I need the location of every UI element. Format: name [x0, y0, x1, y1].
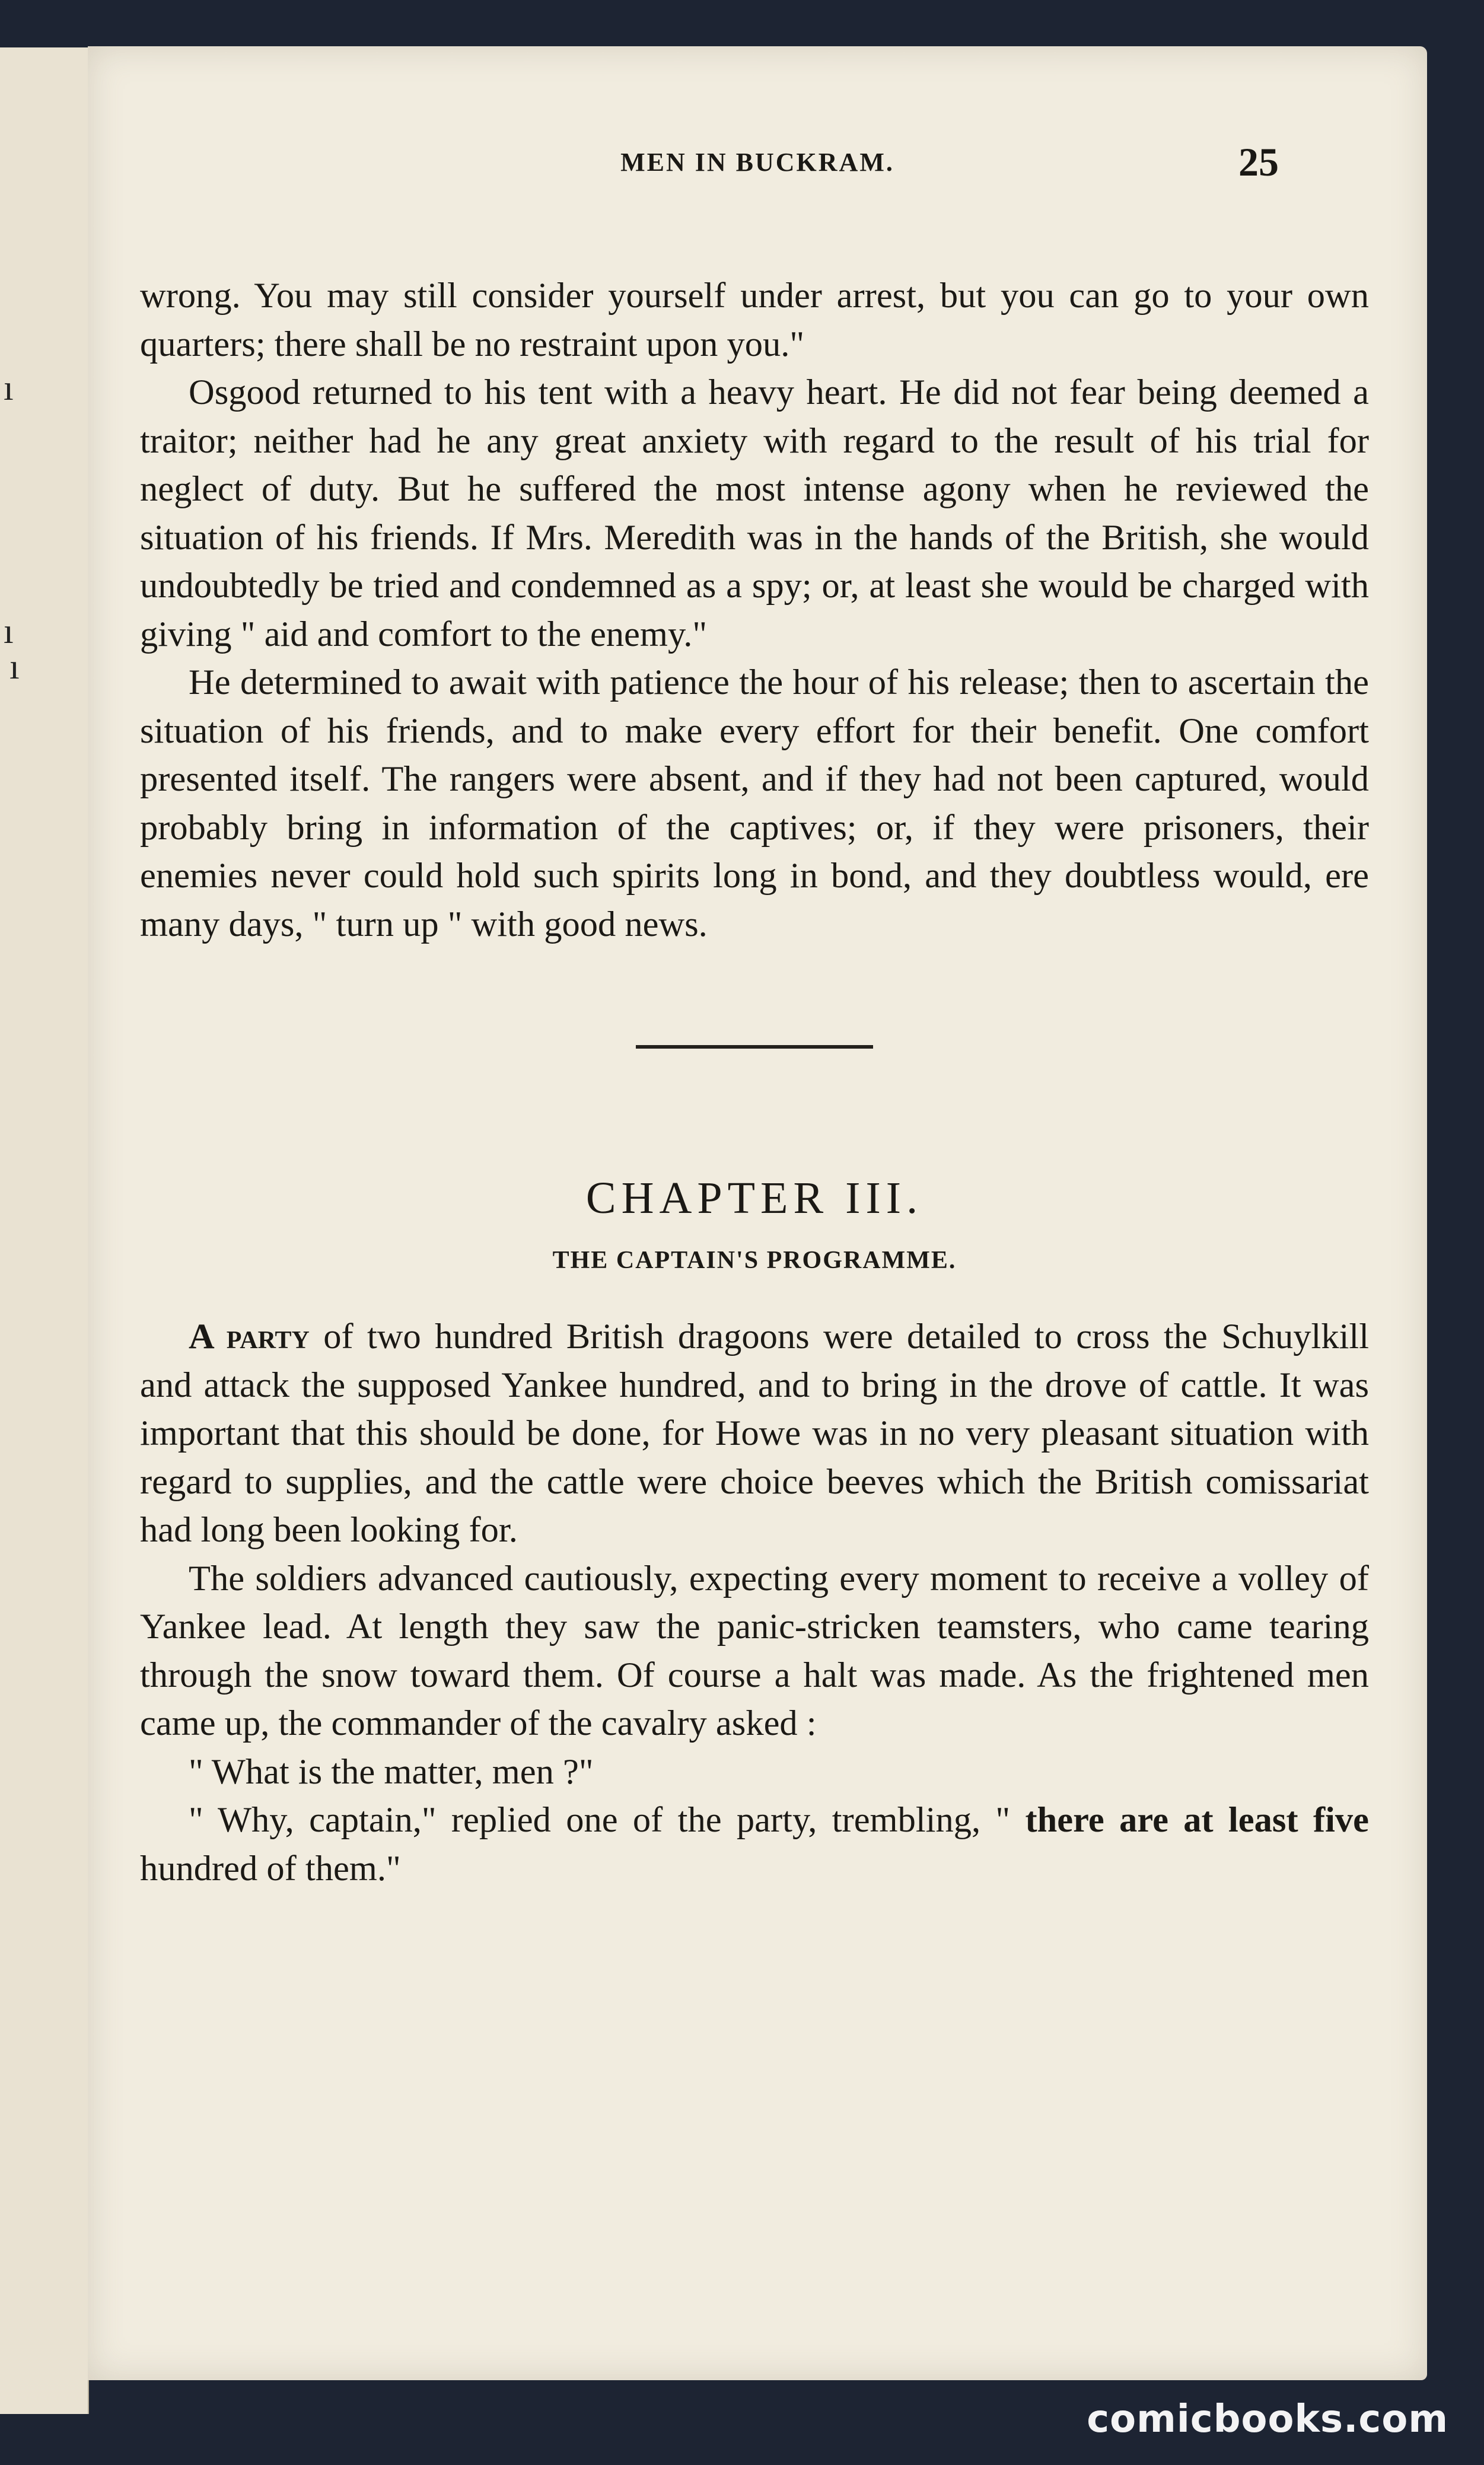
- chapter-title: CHAPTER III.: [585, 1173, 923, 1223]
- facing-page-fragment: ı: [4, 612, 14, 651]
- page-number: 25: [1238, 139, 1279, 184]
- section-divider: [636, 1045, 873, 1049]
- paragraph-soldiers-advanced: The soldiers advanced cautiously, expecting every moment to receive a volley of Yankee lead. At length they saw the panic-stricken teamsters, who came tearing through the snow toward them. Of course a halt was made. As the frightened men came up, the commander of the cavalry asked :: [140, 1558, 1369, 1743]
- watermark: comicbooks.com: [1087, 2397, 1448, 2441]
- paragraph-text: of two hundred British dragoons were detailed to cross the Schuylkill and attack the supposed Yankee hundred, and to bring in the drove of cattle. It was important that this should be done, for Howe was in no very pleasant situation with regard to supplies, and the cattle were choice beeves which the British comissariat had long been looking for.: [140, 1317, 1370, 1550]
- paragraph-a-party: [140, 1313, 1369, 1555]
- dialogue-text-end: hundred of them.": [140, 1848, 401, 1888]
- facing-page-fragment: ı: [9, 647, 20, 686]
- chapter-body: [140, 1313, 1369, 1893]
- paragraph-continued: wrong. You may still consider yourself under arrest, but you can go to your own quarters; there shall be no restraint upon you.": [140, 276, 1369, 364]
- chapter-subtitle: THE CAPTAIN'S PROGRAMME.: [552, 1247, 957, 1274]
- paragraph-why-captain: [140, 1796, 1369, 1893]
- paragraph-what-is-the-matter: " What is the matter, men ?": [189, 1751, 594, 1792]
- book-page: [88, 46, 1427, 2380]
- facing-page-fragment: ı: [4, 368, 14, 407]
- page-body: [140, 272, 1369, 1893]
- facing-page-edge: [0, 47, 89, 2414]
- dialogue-text: " Why, captain," replied one of the party, trembling, ": [189, 1800, 1026, 1840]
- paragraph-osgood-returned: Osgood returned to his tent with a heavy heart. He did not fear being deemed a traitor; neither had he any great anxiety with regard to the result of his trial for neglect of duty. But he suffered the most intense agony when he reviewed the situation of his friends. If Mrs. Meredith was in the hands of the British, she would undoubtedly be tried and condemned as a spy; or, at least she would be charged with giving " aid and comfort to the enemy.": [140, 372, 1369, 654]
- paragraph-lead-in: A party: [189, 1317, 310, 1356]
- running-head: MEN IN BUCKRAM.: [620, 148, 894, 177]
- paragraph-he-determined: He determined to await with patience the hour of his release; then to ascertain the situation of his friends, and to make every effort for their benefit. One comfort presented itself. The rangers were absent, and if they had not been captured, would probably bring in information of the captives; or, if they were prisoners, their enemies never could hold such spirits long in bond, and they doubtless would, ere many days, " turn up " with good news.: [140, 663, 1369, 944]
- page-header: [88, 139, 1427, 200]
- dialogue-bold-text: there are at least five: [1025, 1800, 1369, 1840]
